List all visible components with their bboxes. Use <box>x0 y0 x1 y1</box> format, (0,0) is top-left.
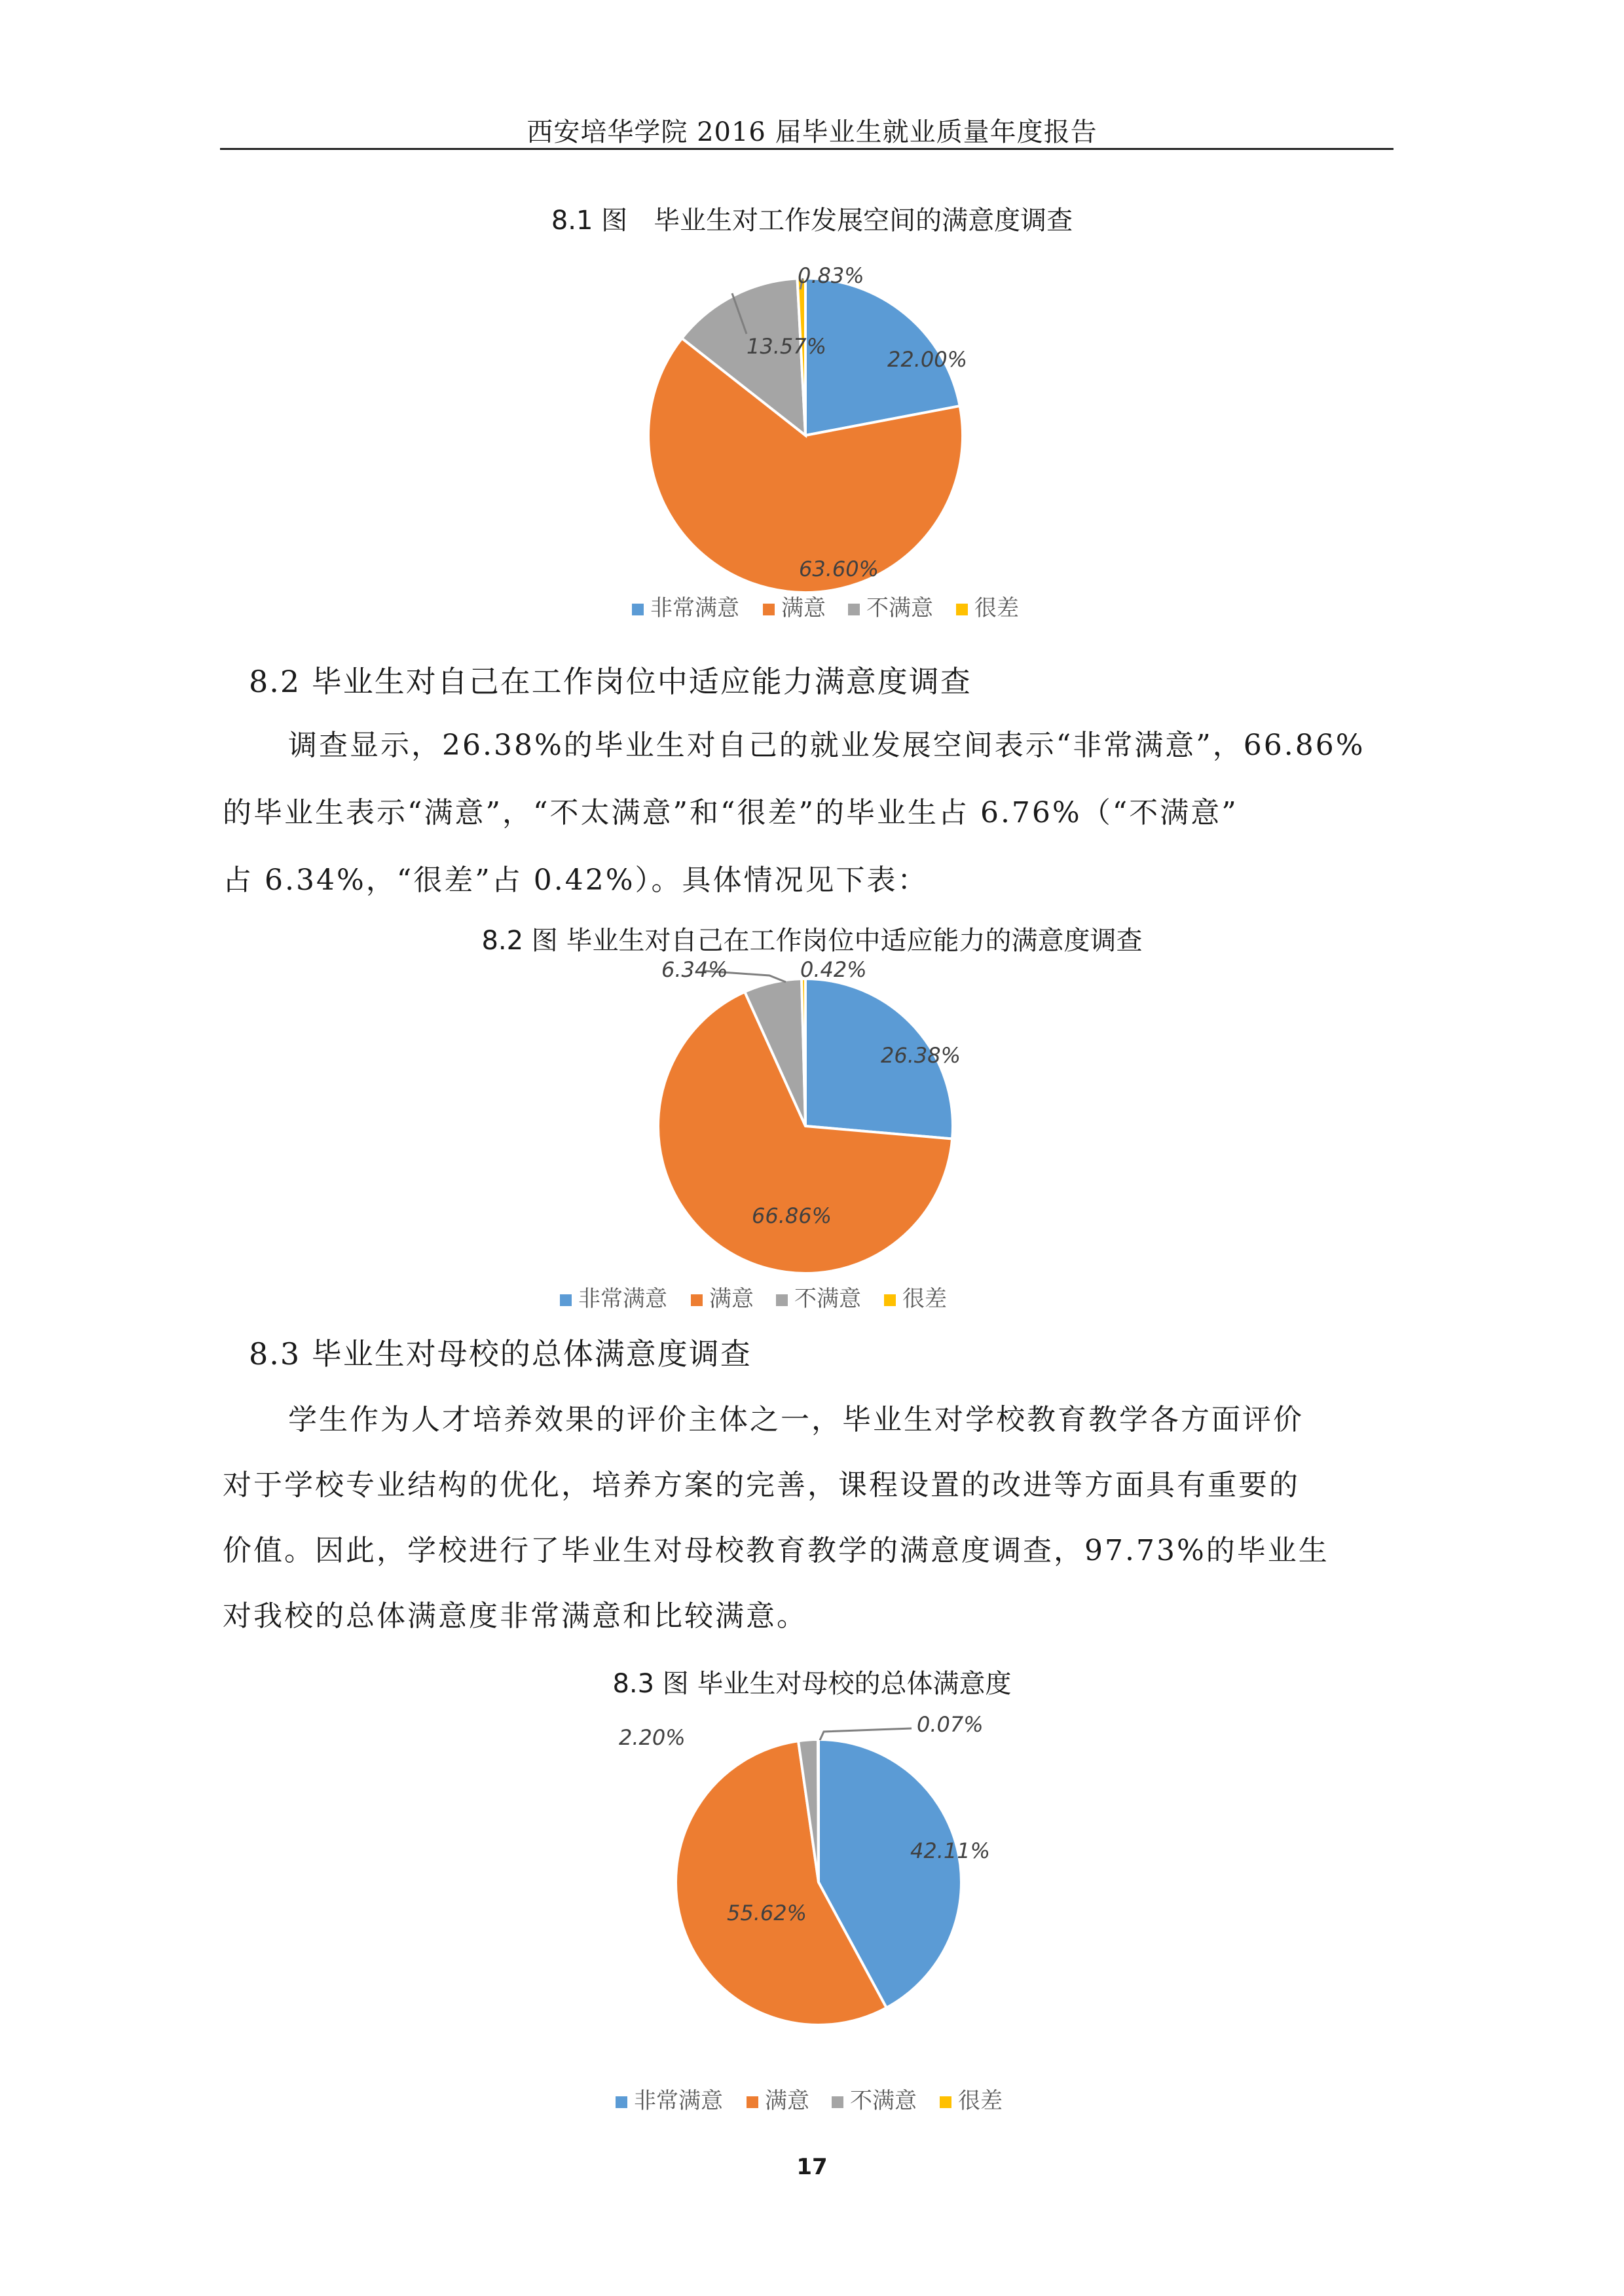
figure-8-1-title: 8.1 图 毕业生对工作发展空间的满意度调查 <box>551 206 1073 236</box>
chart3-legend-label-2: 不满意 <box>850 2088 917 2114</box>
chart1-legend-swatch-1 <box>763 604 775 615</box>
section-8-3-line-2: 对于学校专业结构的优化，培养方案的完善，课程设置的改进等方面具有重要的 <box>223 1468 1300 1502</box>
chart1-legend-label-2: 不满意 <box>866 595 933 621</box>
chart2-legend-swatch-2 <box>776 1294 788 1306</box>
section-8-2-line-2: 的毕业生表示“满意”，“不太满意”和“很差”的毕业生占 6.76%（“不满意” <box>223 796 1238 829</box>
section-8-3-line-1: 学生作为人才培养效果的评价主体之一，毕业生对学校教育教学各方面评价 <box>288 1403 1304 1436</box>
chart2-legend-swatch-3 <box>884 1294 896 1306</box>
chart1-legend-label-0: 非常满意 <box>650 595 739 621</box>
chart2-legend-label-2: 不满意 <box>794 1286 861 1312</box>
chart3-legend-swatch-1 <box>747 2096 758 2108</box>
chart3-legend-swatch-2 <box>832 2096 843 2108</box>
chart3-legend-swatch-3 <box>940 2096 951 2108</box>
figure-8-2-title: 8.2 图 毕业生对自己在工作岗位中适应能力的满意度调查 <box>481 926 1143 956</box>
chart3-slice-3 <box>818 1740 819 1882</box>
chart3-data-label-0: 42.11% <box>910 1838 991 1863</box>
chart2-legend-label-1: 满意 <box>709 1286 754 1312</box>
section-8-2-line-1: 调查显示，26.38%的毕业生对自己的就业发展空间表示“非常满意”，66.86% <box>288 729 1365 762</box>
section-8-2-line-3: 占 6.34%，“很差”占 0.42%）。具体情况见下表： <box>223 864 929 897</box>
chart1-legend-swatch-0 <box>632 604 644 615</box>
chart1-legend-swatch-3 <box>956 604 968 615</box>
chart1-data-label-2: 13.57% <box>747 334 827 359</box>
chart1-data-label-3: 0.83% <box>798 263 864 288</box>
chart2-legend-label-3: 很差 <box>902 1286 947 1312</box>
chart1-legend-swatch-2 <box>848 604 860 615</box>
chart2-data-label-0: 26.38% <box>881 1043 961 1068</box>
section-8-2-heading: 8.2 毕业生对自己在工作岗位中适应能力满意度调查 <box>249 664 972 699</box>
chart3-legend-label-0: 非常满意 <box>634 2088 723 2114</box>
chart3-legend-label-1: 满意 <box>765 2088 809 2114</box>
chart1-legend-label-3: 很差 <box>974 595 1019 621</box>
chart3-legend-swatch-0 <box>616 2096 627 2108</box>
chart2-legend-label-0: 非常满意 <box>578 1286 667 1312</box>
chart1-legend-label-1: 满意 <box>781 595 826 621</box>
chart1-data-label-1: 63.60% <box>799 556 879 581</box>
chart3-data-label-3: 0.07% <box>917 1712 984 1737</box>
chart2-legend-swatch-1 <box>691 1294 703 1306</box>
section-8-3-line-3: 价值。因此，学校进行了毕业生对母校教育教学的满意度调查，97.73%的毕业生 <box>223 1534 1329 1567</box>
chart2-legend-swatch-0 <box>560 1294 572 1306</box>
figure-8-3-title: 8.3 图 毕业生对母校的总体满意度 <box>612 1669 1012 1699</box>
chart2-data-label-2: 6.34% <box>661 957 728 982</box>
chart3-data-label-2: 2.20% <box>619 1725 686 1750</box>
section-8-3-heading: 8.3 毕业生对母校的总体满意度调查 <box>249 1336 752 1372</box>
page-number: 17 <box>796 2154 828 2180</box>
running-header: 西安培华学院 2016 届毕业生就业质量年度报告 <box>526 117 1098 147</box>
chart3-data-label-1: 55.62% <box>727 1901 807 1925</box>
chart3-legend-label-3: 很差 <box>958 2088 1003 2114</box>
chart1-data-label-0: 22.00% <box>887 347 968 372</box>
chart2-data-label-3: 0.42% <box>800 957 867 982</box>
section-8-3-line-4: 对我校的总体满意度非常满意和比较满意。 <box>223 1599 807 1633</box>
chart3-leader-3 <box>820 1728 912 1740</box>
chart2-data-label-1: 66.86% <box>752 1203 832 1228</box>
